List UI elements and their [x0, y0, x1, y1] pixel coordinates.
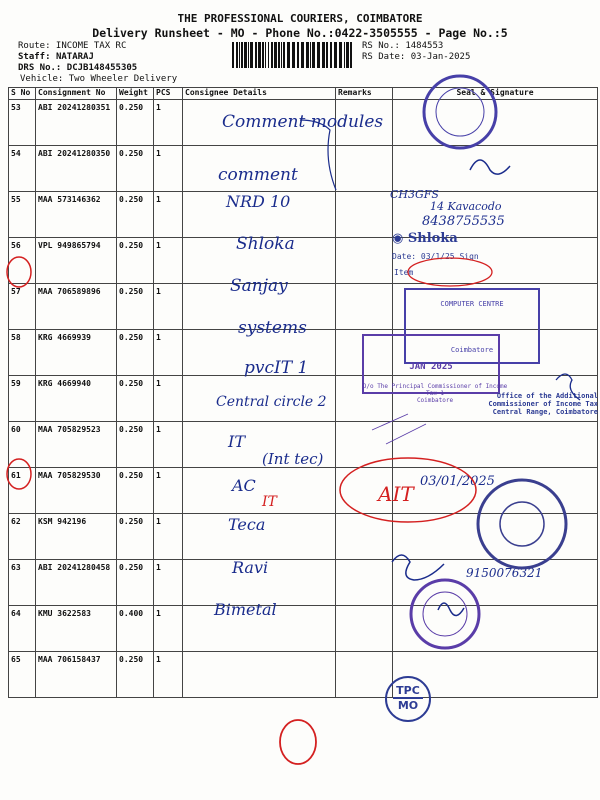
shloka-logo-icon: ◉ [392, 231, 404, 246]
red-circle-57 [7, 257, 31, 287]
hw-row59: pvcIT 1 [244, 358, 309, 378]
cell-weight: 0.250 [117, 238, 154, 284]
cell-weight: 0.400 [117, 606, 154, 652]
cell-consignment: ABI 20241280350 [36, 146, 117, 192]
cell-sno: 58 [9, 330, 36, 376]
hw-row61b: (Int tec) [262, 450, 324, 468]
cell-sno: 59 [9, 376, 36, 422]
hw-row54: comment [218, 165, 298, 185]
cell-pcs: 1 [154, 376, 183, 422]
cell-consignment: ABI 20241280458 [36, 560, 117, 606]
cell-pcs: 1 [154, 284, 183, 330]
cell-pcs: 1 [154, 606, 183, 652]
col-seal: Seal & Signature [393, 88, 598, 100]
cell-weight: 0.250 [117, 514, 154, 560]
cell-consignment: VPL 949865794 [36, 238, 117, 284]
company-name: THE PROFESSIONAL COURIERS, COIMBATORE [177, 12, 423, 25]
rs-date: RS Date: 03-Jan-2025 [362, 52, 471, 62]
tpc-mo-stamp: TPC MO [385, 676, 431, 722]
cell-pcs: 1 [154, 100, 183, 146]
hw-row60: Central circle 2 [216, 394, 327, 410]
cell-consignment: MAA 573146362 [36, 192, 117, 238]
cell-weight: 0.250 [117, 330, 154, 376]
cell-consignment: KSM 942196 [36, 514, 117, 560]
hw-sig62: AIT [378, 482, 414, 506]
col-sno: S No [9, 88, 36, 100]
cell-sno: 60 [9, 422, 36, 468]
vehicle: Vehicle: Two Wheeler Delivery [20, 74, 178, 84]
cell-weight: 0.250 [117, 100, 154, 146]
hw-row65: Bimetal [214, 600, 277, 619]
cell-consignment: MAA 705829530 [36, 468, 117, 514]
cell-weight: 0.250 [117, 560, 154, 606]
hw-row58: systems [238, 318, 307, 338]
cell-consignment: MAA 706158437 [36, 652, 117, 698]
col-consignment: Consignment No [36, 88, 117, 100]
shloka-item: Item [394, 268, 414, 277]
hw-row62: AC [232, 476, 256, 495]
hw-row62b: IT [262, 494, 277, 510]
cell-sno: 56 [9, 238, 36, 284]
hw-row53: Comment modules [222, 112, 384, 132]
cell-weight: 0.250 [117, 146, 154, 192]
rs-no: RS No.: 1484553 [362, 41, 444, 51]
cell-consignment: MAA 706589896 [36, 284, 117, 330]
cell-pcs: 1 [154, 238, 183, 284]
computer-centre-stamp: COMPUTER CENTRE Coimbatore [404, 288, 540, 364]
cell-consignment: MAA 705829523 [36, 422, 117, 468]
cell-weight: 0.250 [117, 468, 154, 514]
hw-row56: Shloka [236, 234, 295, 254]
cell-pcs: 1 [154, 146, 183, 192]
hw-row64: Ravi [232, 558, 269, 577]
cell-pcs: 1 [154, 330, 183, 376]
round-seal-top [424, 76, 496, 148]
cell-sno: 61 [9, 468, 36, 514]
hw-row55: NRD 10 [226, 192, 291, 211]
shloka-date: Date: 03/1/25 Sign [392, 252, 479, 261]
hw-sig60: 03/01/2025 [420, 474, 495, 489]
cell-pcs: 1 [154, 468, 183, 514]
cell-pcs: 1 [154, 652, 183, 698]
cell-pcs: 1 [154, 560, 183, 606]
cell-weight: 0.250 [117, 192, 154, 238]
cell-pcs: 1 [154, 192, 183, 238]
cell-sno: 62 [9, 514, 36, 560]
staff: Staff: NATARAJ [18, 52, 94, 62]
cell-consignment: KRG 4669940 [36, 376, 117, 422]
cell-weight: 0.250 [117, 652, 154, 698]
hw-sig55-c: 8438755535 [422, 214, 505, 229]
hw-row57: Sanjay [230, 276, 288, 296]
red-circle-62 [7, 459, 31, 489]
cell-pcs: 1 [154, 514, 183, 560]
col-pcs: PCS [154, 88, 183, 100]
runsheet-title: Delivery Runsheet - MO - Phone No.:0422-3505555 - Page No.:5 [92, 26, 508, 40]
col-consignee: Consignee Details [183, 88, 336, 100]
cell-consignment: KRG 4669939 [36, 330, 117, 376]
col-remarks: Remarks [336, 88, 393, 100]
cell-weight: 0.250 [117, 284, 154, 330]
cell-weight: 0.250 [117, 422, 154, 468]
hw-sig55-a: CH3GFS [390, 188, 439, 201]
drs-no: DRS No.: DCJB148455305 [18, 63, 138, 73]
cell-weight: 0.250 [117, 376, 154, 422]
cell-sno: 53 [9, 100, 36, 146]
cell-consignment: KMU 3622583 [36, 606, 117, 652]
cell-sno: 64 [9, 606, 36, 652]
cell-sno: 55 [9, 192, 36, 238]
pcit-stamp: JAN 2025 [362, 334, 500, 394]
hw-row61: IT [228, 432, 245, 451]
addl-commissioner-stamp: Office of the Additional Commissioner of Income Tax Central Range, Coimbatore [488, 392, 598, 416]
shloka-stamp: ◉ Shloka [392, 231, 458, 246]
cell-sno: 54 [9, 146, 36, 192]
hw-row63: Teca [228, 515, 266, 534]
round-seal-bottom [411, 580, 479, 648]
cell-sno: 57 [9, 284, 36, 330]
cell-consignment: ABI 20241280351 [36, 100, 117, 146]
hw-sig64: 9150076321 [466, 566, 543, 580]
cell-sno: 65 [9, 652, 36, 698]
col-weight: Weight [117, 88, 154, 100]
hw-sig55-b: 14 Kavacodo [430, 200, 502, 213]
cell-pcs: 1 [154, 422, 183, 468]
round-seal-association [478, 480, 566, 568]
pcit-office: O/o The Principal Commissioner of Income Tax-1 Coimbatore [362, 383, 508, 404]
cell-sno: 63 [9, 560, 36, 606]
route: Route: INCOME TAX RC [18, 41, 127, 51]
